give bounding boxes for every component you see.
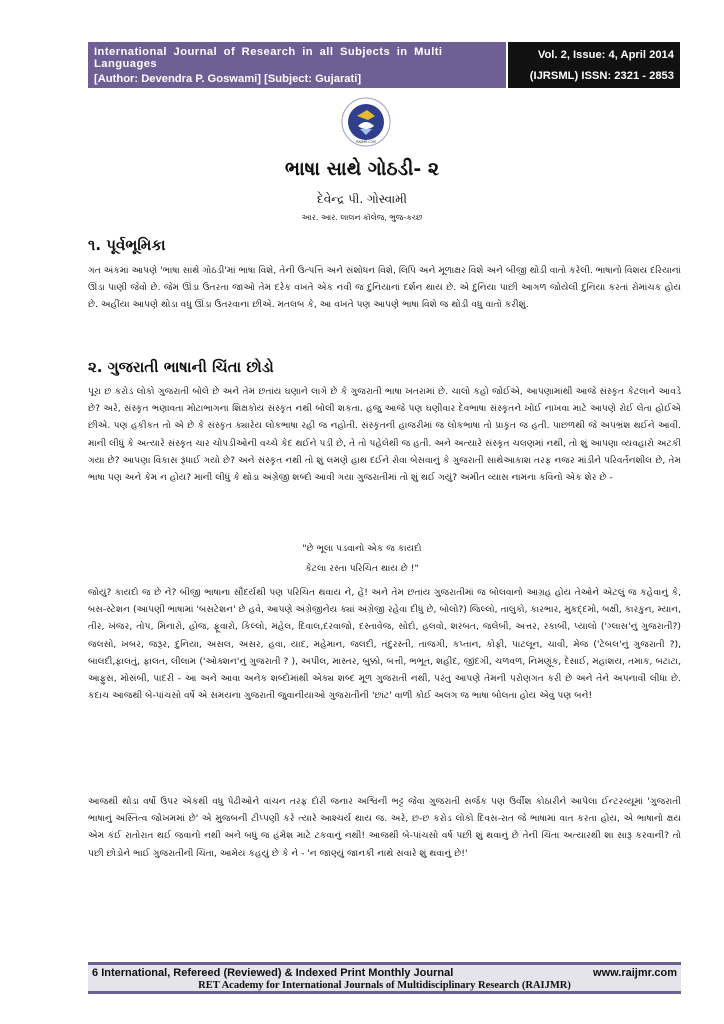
header-right-block bbox=[508, 42, 680, 88]
article-affiliation: આર. આર. લાલન કૉલેજ, ભુજ-કચ્છ bbox=[301, 213, 423, 222]
section-2-paragraph-1: પૂરા છ કરોડ લોકો ગુજરાતી બોલે છે અને તેમ છતાંય ઘણાને લાગે છે કે ગુજરાતી ભાષા ખતરામાં છે. ચાલો કહો જોઈએ, આપણામાંથી આજે સંસ્કૃત કેટલાને આવડે છે? અરે, સંસ્કૃત ભણાવતા મોટાભાગના શિક્ષકોય સંસ્કૃત નથી બોલી શકતા. હજુ આજે પણ ઘણીવાર દેવભાષા સંસ્કૃતને ખોઈ નાખવા માટે આપણે રોઈ લેતા હોઈએ છીએ. પણ હકીકત તો એ છે કે સંસ્કૃત ક્યારેય લોકભાષા રહી જ નહોતી. સંસ્કૃતની હાજરીમાં જ લોકભાષા તો પ્રાકૃત જ હતી. પાછળથી જે અપભ્રંશ થઈને આવી. માની લીધું કે અત્યારે સંસ્કૃત ચાર ચોપડીઓની વચ્ચે કેદ થઈને પડી છે, તે તો પહેલેથી જ હતી. અને અત્યારે સંસ્કૃત ચલણમાં નથી, તો શું આપણા વ્યવહારો અટકી ગયા છે? આપણા વિકાસ રૂંધાઈ ગયો છે? અને સંસ્કૃત નથી તો શું લમણે હાથ દઈને રોવા બેસવાનું કે ગુજરાતી સાથેઆકાશ તરફ નજર માંડીને પરિવર્તનશીલ છે, તેમ ભાષા પણ અને કેમ ન હોય? માની લીધું કે થોડા અંગ્રેજી શબ્દો આવી ગયા ગુજરાતીમાં તો શું થઈ ગયું? અમીત વ્યાસ નામના કવિનો એક શેર છે - bbox=[88, 386, 681, 484]
article-author: દેવેન્દ્ર પી. ગોસ્વામી bbox=[317, 192, 407, 206]
footer-journal-text: International, Refereed (Reviewed) & Indexed Print Monthly Journal bbox=[101, 967, 454, 979]
header-left-block bbox=[88, 42, 506, 88]
journal-footer bbox=[88, 962, 681, 994]
quote-line-2: કેટલા રસ્તા પરિચિત થાય છે !" bbox=[305, 563, 419, 574]
section-heading-1: ૧. પૂર્વભૂમિકા bbox=[88, 236, 166, 254]
section-2-paragraph-3: આજથી થોડા વર્ષો ઉપર એકથી વધુ પેઢીઓને વાંચન તરફ દોરી જનાર અશ્વિની ભટ્ટ જેવા ગુજરાતી સર્જક પણ ઉર્વીશ કોઠારીને આપેલા ઈન્ટરવ્યૂમાં 'ગુજરાતી ભાષાનું અસ્તિત્વ જોખમમાં છે' એ મુજબની ટીપ્પણી કરે ત્યારે આશ્ચર્ય થાય જ. અરે, છ-છ કરોડ લોકો દિવસ-રાત જે ભાષામાં વાત કરતા હોય, એ ભાષાનો ક્ષય એમ કંઈ રાતોરાત થઈ જવાનો નથી અને બધું જ હંમેશ માટે ટકવાનું નથી! આજથી બે-પાંચસો વર્ષ પછી શું થવાનું છે તેની ચિંતા અત્યારથી શા સારૂ કરવાની? તો પછી છોડોને ભાઈ ગુજરાતીની ચિંતા, આમેય કહયું છે કે ને - 'ન જાણ્યું જાનકી નાથે સવારે શું થવાનું છે!' bbox=[88, 796, 681, 859]
page-number: 6 bbox=[92, 967, 99, 979]
section-heading-2: ૨. ગુજરાતી ભાષાની ચિંતા છોડો bbox=[88, 358, 274, 376]
author-subject: [Author: Devendra P. Goswami] [Subject: Gujarati] bbox=[94, 72, 362, 85]
quote-line-1: "છે ભૂલા પડવાનો એક જ કાયદો bbox=[302, 543, 422, 554]
journal-header bbox=[88, 42, 680, 88]
footer-url[interactable]: www.raijmr.com bbox=[593, 967, 677, 979]
section-2-paragraph-2: જોયું? કાયદો જ છે ને? બીજી ભાષાના સૌંદર્યથી પણ પરિચિત થવાય ને, હેં! અને તેમ છતાંય ગુજરાતીમાં જ બોલવાનો આગ્રહ હોય તેઓને એટલું જ કહેવાનું કે, બસ-સ્ટેશન (આપણી ભાષામાં 'બસટેશન' છે હવે, આપણે અંગ્રેજીનેય ક્યાં અંગ્રેજી રહેવા દીધું છે, બોલો?) જિલ્લો, તાલુકો, કારભાર, મુકદ્દમો, બક્ષી, કારકુન, મ્યાન, તીર, ખંજર, તોપ, મિનારો, હોજ, ફૂવારો, કિલ્લો, મહેલ, દિવાલ,દરવાજો, દસ્તાવેજ, સોદો, હલવો, શરબત, જલેબી, અત્તર, રકાબી, પ્યાલો ('ગ્લાસ'નું ગુજરાતી?) જલસો, ખબર, જરૂર, દુનિયા, અસલ, અસર, હવા, યાદ, મહેમાન, જલદી, તંદુરસ્તી, તાજગી, કપ્તાન, કોફી, પાટલૂન, ચાવી, મેજ ('ટેબલ'નું ગુજરાતી ?), બાલદી,ફાલતું, ફાલત, લીલામ ('ઓક્શન'નું ગુજરાતી ? ), અપીલ, માસ્તર, બુક્કો, બત્તી, ભભૂત, શહીદ, જીંદગી, ચળવળ, નિમણૂંક, દેસાઈ, મહાશય, તમાક, બટાટા, આફુસ, મોસંબી, પાદરી - આ અને આવા અનેક શબ્દોમાંથી એક્ય શબ્દ મૂળ ગુજરાતી નથી, પરંતુ આપણે તેમની પરોણગત કરી છે અને તેને અપનાવી લીધા છે. કદાચ આજથી બે-પાંચસો વર્ષે એ સમયના ગુજરાતી જુવાનીયાઓ ગુજરાતીની 'છાંટ' વાળી કોઈ અલગ જ ભાષા બોલતા હોય એવું પણ બને! bbox=[88, 587, 681, 702]
logo-text: RAIJMR.COM bbox=[356, 140, 376, 144]
volume-issue: Vol. 2, Issue: 4, April 2014 bbox=[537, 48, 674, 61]
footer-academy: RET Academy for International Journals of Multidisciplinary Research (RAIJMR) bbox=[198, 980, 571, 991]
issn: (IJRSML) ISSN: 2321 - 2853 bbox=[529, 69, 674, 82]
article-title: ભાષા સાથે ગોઠડી- ૨ bbox=[284, 158, 440, 180]
section-1-paragraph: ગત અંકમાં આપણે 'ભાષા સાથે ગોઠડી'માં ભાષા વિશે, તેની ઉત્પત્તિ અને સંશોધન વિશે, લિપિ અને મૂળાક્ષર વિશે અને બીજી થોડી વાતો કરેલી. ભાષાનો વિશય દરિયાનાં ઊંડા પાણી જેવો છે. જેમ ઊંડા ઉતરતા જાઓ તેમ દરેક વખતે એક નવી જ દુનિયાનાં દર્શન થાય છે. એ દુનિયા પાછી આગળ જોયેલી દુનિયા કરતાં રોમાંચક હોય છે. અહીંયા આપણે થોડા વધુ ઊંડા ઉતરવાના છીએ. મતલબ કે, આ વખતે પણ આપણે ભાષા વિશે જ થોડી વધુ વાતો કરીશું. bbox=[88, 265, 681, 311]
journal-name: International Journal of Research in all Subjects in Multi Languages bbox=[94, 45, 443, 70]
footer-journal-line bbox=[92, 967, 453, 979]
raijmr-logo-icon bbox=[340, 96, 392, 148]
